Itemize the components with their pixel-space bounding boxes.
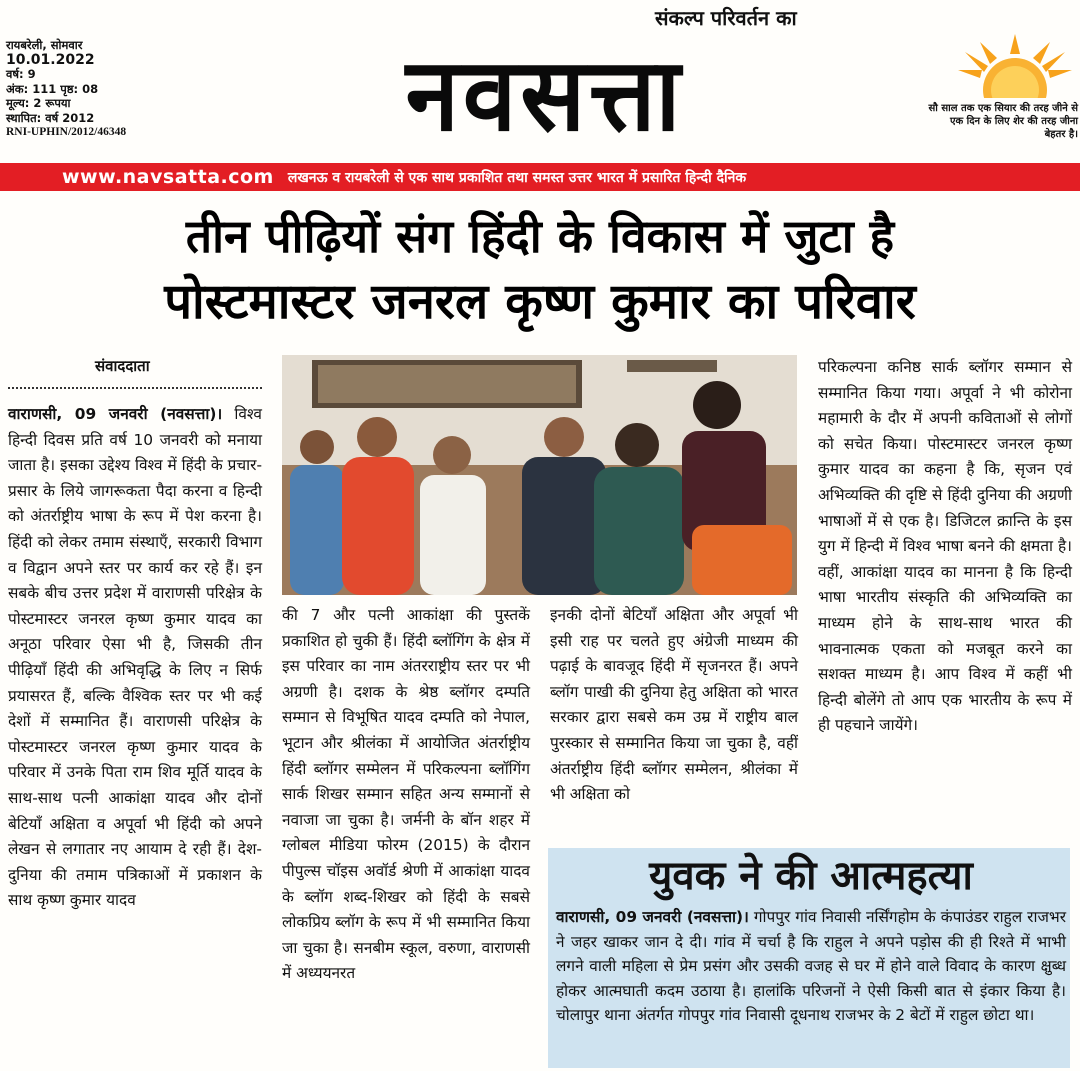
family-photo [282,355,797,595]
masthead-tagline: संकल्प परिवर्तन का [655,6,797,30]
meta-year: वर्ष: 9 [6,67,36,81]
headline-line-2: पोस्टमास्टर जनरल कृष्ण कुमार का परिवार [164,273,916,330]
sun-logo-icon [950,32,1080,102]
meta-date: 10.01.2022 [6,51,95,68]
reporter-byline: संवाददाता [95,357,150,375]
box-headline: युवक ने की आत्महत्या [649,853,973,899]
meta-issue-pages: अंक: 111 पृष्ठ: 08 [6,81,99,96]
website-url[interactable]: www.navsatta.com [62,166,274,188]
meta-place-day: रायबरेली, सोमवार [6,38,83,52]
masthead-motto: सौ साल तक एक सियार की तरह जीने से एक दिन के लिए शेर की तरह जीना बेहतर है। [928,103,1078,140]
story-column-2: की 7 और पत्नी आकांक्षा की पुस्तकें प्रकाशित हो चुकी हैं। हिंदी ब्लॉगिंग के क्षेत्र में इस परिवार का नाम अंतरराष्ट्रीय स्तर पर भी अग्रणी है। दशक के श्रेष्ठ ब्लॉगर दम्पति सम्मान से विभूषित यादव दम्पति को नेपाल, भूटान और श्रीलंका में आयोजित अंतर्राष्ट्रीय हिंदी ब्लॉगर सम्मेलन में परिकल्पना ब्लॉगिंग सार्क शिखर सम्मान सहित अन्य सम्मानों से नवाजा जा चुका है। जर्मनी के बॉन शहर में ग्लोबल मीडिया फोरम (2015) के दौरान पीपुल्स चॉइस अवॉर्ड श्रेणी में आकांक्षा यादव के ब्लॉग शब्द-शिखर को हिंदी के सबसे लोकप्रिय ब्लॉग के रूप में भी सम्मानित किया जा चुका है। सनबीम स्कूल, वरुणा, वाराणसी में अध्ययनरत [282,606,530,983]
meta-established: स्थापित: वर्ष 2012 [6,110,95,125]
box-body-text: गोपपुर गांव निवासी नर्सिंगहोम के कंपाउंडर राहुल राजभर ने जहर खाकर जान दे दी। गांव में चर्चा है कि राहुल ने अपने पड़ोस की ही रिश्ते में भाभी लगने वाली महिला से प्रेम प्रसंग और उसकी वजह से घर में होने वाले विवाद के कारण क्षुब्ध होकर आत्मघाती कदम उठाया है। हालांकि परिजनों ने ऐसी किसी बात से इंकार किया है। चोलापुर थाना अंतर्गत गोपपुर गांव निवासी दूधनाथ राजभर के 2 बेटों में राहुल छोटा था। [556,908,1066,1024]
box-dateline: वाराणसी, 09 जनवरी (नवसत्ता)। [556,908,749,926]
publication-info: लखनऊ व रायबरेली से एक साथ प्रकाशित तथा समस्त उत्तर भारत में प्रसारित हिन्दी दैनिक [287,169,747,186]
story-column-4: परिकल्पना कनिष्ठ सार्क ब्लॉगर सम्मान से सम्मानित किया गया। अपूर्वा ने भी कोरोना महामारी के दौर में अपनी कविताओं से लोगों को सचेत किया। पोस्टमास्टर जनरल कृष्ण कुमार यादव का कहना है कि, सृजन एवं अभिव्यक्ति की दृष्टि से हिंदी दुनिया की अग्रणी भाषाओं में से एक है। डिजिटल क्रान्ति के इस युग में हिन्दी में विश्व भाषा बनने की क्षमता है। वहीं, आकांक्षा यादव का मानना है कि हिन्दी भाषा भारतीय संस्कृति की अभिव्यक्ति का माध्यम होने के साथ-साथ भारत की भावनात्मक एकता को मजबूत करने का सशक्त माध्यम है। आप विश्व में कहीं भी हिन्दी बोलेंगे तो आप एक भारतीय के रूप में ही पहचाने जायेंगे। [818,358,1072,735]
main-headline [0,203,1080,335]
story-column-1 [8,402,262,914]
byline-divider [8,387,262,389]
meta-price: मूल्य: 2 रूपया [6,96,71,110]
story-text-col1: विश्व हिन्दी दिवस प्रति वर्ष 10 जनवरी को मनाया जाता है। इसका उद्देश्य विश्व में हिंदी के प्रचार-प्रसार के लिये जागरूकता पैदा करना व हिन्दी को अंतर्राष्ट्रीय भाषा के रूप में पेश करना है। हिंदी को लेकर तमाम संस्थाएँ, सरकारी विभाग व विद्वान अपने स्तर पर कार्य कर रहे हैं। इन सबके बीच उत्तर प्रदेश में वाराणसी परिक्षेत्र के पोस्टमास्टर जनरल कृष्ण कुमार यादव का अनूठा परिवार ऐसा भी है, जिसकी तीन पीढ़ियाँ हिंदी की अभिवृद्धि के लिए न सिर्फ प्रयासरत हैं, बल्कि वैश्विक स्तर पर भी कई देशों में सम्मानित हैं। वाराणसी परिक्षेत्र के पोस्टमास्टर जनरल कृष्ण कुमार यादव के परिवार में उनके पिता राम शिव मूर्ति यादव के साथ-साथ पत्नी आकांक्षा यादव और दोनों बेटियाँ अक्षिता व अपूर्वा भी हिंदी को अपने लेखन से लगातार नए आयाम दे रही हैं। देश-दुनिया की तमाम पत्रिकाओं में प्रकाशन के साथ कृष्ण कुमार यादव [8,405,262,910]
story-column-3: इनकी दोनों बेटियाँ अक्षिता और अपूर्वा भी इसी राह पर चलते हुए अंग्रेजी माध्यम की पढ़ाई के बावजूद हिंदी में सृजनरत हैं। अपने ब्लॉग पाखी की दुनिया हेतु अक्षिता को भारत सरकार द्वारा सबसे कम उम्र में राष्ट्रीय बाल पुरस्कार से सम्मानित किया जा चुका है, वहीं अंतर्राष्ट्रीय हिंदी ब्लॉगर सम्मेलन, श्रीलंका में भी अक्षिता को [550,606,798,804]
website-strip [0,163,1080,191]
box-story-text [556,905,1066,1028]
story-dateline: वाराणसी, 09 जनवरी (नवसत्ता)। [8,405,223,423]
headline-line-1: तीन पीढ़ियों संग हिंदी के विकास में जुटा है [185,209,895,263]
meta-rni: RNI-UPHIN/2012/46348 [6,126,127,138]
newspaper-title: नवसत्ता [405,36,685,154]
issue-meta [6,38,126,140]
